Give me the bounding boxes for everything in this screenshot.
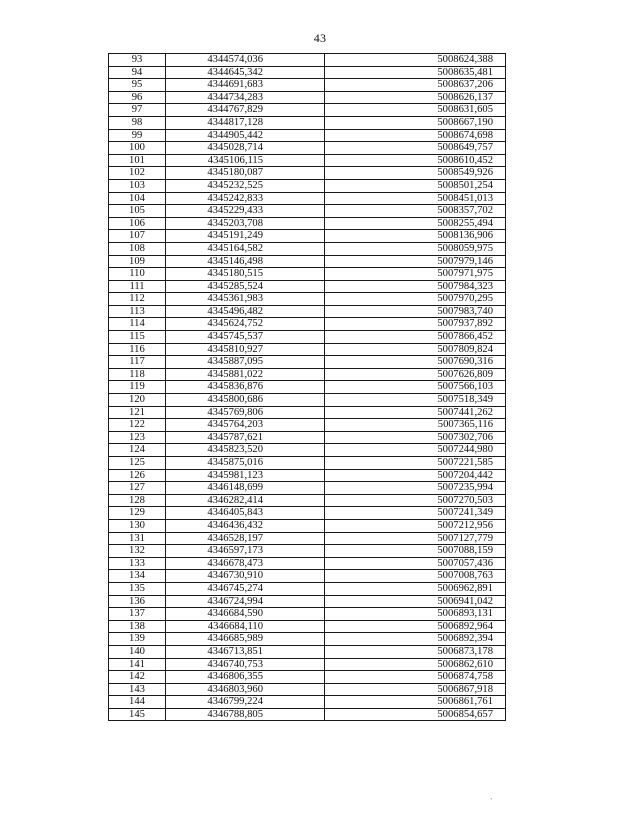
table-row xyxy=(109,570,506,583)
y-coordinate-cell: 5008059,975 xyxy=(325,242,506,255)
table-row xyxy=(109,406,506,419)
y-coordinate-cell: 5008667,190 xyxy=(325,116,506,129)
point-number-cell: 101 xyxy=(109,154,166,167)
table-row xyxy=(109,54,506,67)
point-number-cell: 131 xyxy=(109,532,166,545)
table-row xyxy=(109,545,506,558)
table-row xyxy=(109,242,506,255)
point-number-cell: 107 xyxy=(109,230,166,243)
x-coordinate-cell: 4346684,110 xyxy=(166,620,325,633)
x-coordinate-cell: 4345242,833 xyxy=(166,192,325,205)
y-coordinate-cell: 5007441,262 xyxy=(325,406,506,419)
table-row xyxy=(109,91,506,104)
x-coordinate-cell: 4346806,355 xyxy=(166,671,325,684)
y-coordinate-cell: 5006892,964 xyxy=(325,620,506,633)
y-coordinate-cell: 5008635,481 xyxy=(325,66,506,79)
x-coordinate-cell: 4345787,621 xyxy=(166,431,325,444)
table-row xyxy=(109,255,506,268)
point-number-cell: 113 xyxy=(109,305,166,318)
y-coordinate-cell: 5007937,892 xyxy=(325,318,506,331)
point-number-cell: 135 xyxy=(109,582,166,595)
table-row xyxy=(109,457,506,470)
table-row xyxy=(109,671,506,684)
x-coordinate-cell: 4345106,115 xyxy=(166,154,325,167)
x-coordinate-cell: 4346148,699 xyxy=(166,482,325,495)
y-coordinate-cell: 5008624,388 xyxy=(325,54,506,67)
coordinates-table xyxy=(108,53,506,721)
x-coordinate-cell: 4345180,087 xyxy=(166,167,325,180)
x-coordinate-cell: 4346685,989 xyxy=(166,633,325,646)
table-row xyxy=(109,268,506,281)
x-coordinate-cell: 4345164,582 xyxy=(166,242,325,255)
y-coordinate-cell: 5007127,779 xyxy=(325,532,506,545)
point-number-cell: 121 xyxy=(109,406,166,419)
y-coordinate-cell: 5008451,013 xyxy=(325,192,506,205)
table-row xyxy=(109,343,506,356)
table-row xyxy=(109,608,506,621)
point-number-cell: 127 xyxy=(109,482,166,495)
x-coordinate-cell: 4345232,525 xyxy=(166,179,325,192)
table-row xyxy=(109,205,506,218)
x-coordinate-cell: 4344734,283 xyxy=(166,91,325,104)
point-number-cell: 138 xyxy=(109,620,166,633)
y-coordinate-cell: 5006861,761 xyxy=(325,696,506,709)
x-coordinate-cell: 4344817,128 xyxy=(166,116,325,129)
y-coordinate-cell: 5007241,349 xyxy=(325,507,506,520)
point-number-cell: 99 xyxy=(109,129,166,142)
x-coordinate-cell: 4345764,203 xyxy=(166,419,325,432)
point-number-cell: 122 xyxy=(109,419,166,432)
table-row xyxy=(109,696,506,709)
table-row xyxy=(109,482,506,495)
y-coordinate-cell: 5007979,146 xyxy=(325,255,506,268)
point-number-cell: 96 xyxy=(109,91,166,104)
y-coordinate-cell: 5007088,159 xyxy=(325,545,506,558)
x-coordinate-cell: 4344691,683 xyxy=(166,79,325,92)
y-coordinate-cell: 5008626,137 xyxy=(325,91,506,104)
x-coordinate-cell: 4345496,482 xyxy=(166,305,325,318)
table-row xyxy=(109,394,506,407)
table-row xyxy=(109,620,506,633)
table-row xyxy=(109,368,506,381)
point-number-cell: 108 xyxy=(109,242,166,255)
point-number-cell: 109 xyxy=(109,255,166,268)
x-coordinate-cell: 4346799,224 xyxy=(166,696,325,709)
table-row xyxy=(109,179,506,192)
x-coordinate-cell: 4345881,022 xyxy=(166,368,325,381)
y-coordinate-cell: 5008649,757 xyxy=(325,142,506,155)
table-row xyxy=(109,532,506,545)
x-coordinate-cell: 4346730,910 xyxy=(166,570,325,583)
table-row xyxy=(109,582,506,595)
table-row xyxy=(109,230,506,243)
x-coordinate-cell: 4344574,036 xyxy=(166,54,325,67)
x-coordinate-cell: 4345285,524 xyxy=(166,280,325,293)
table-row xyxy=(109,381,506,394)
point-number-cell: 119 xyxy=(109,381,166,394)
x-coordinate-cell: 4346788,805 xyxy=(166,708,325,721)
point-number-cell: 103 xyxy=(109,179,166,192)
y-coordinate-cell: 5008255,494 xyxy=(325,217,506,230)
x-coordinate-cell: 4344905,442 xyxy=(166,129,325,142)
y-coordinate-cell: 5007566,103 xyxy=(325,381,506,394)
x-coordinate-cell: 4346678,473 xyxy=(166,557,325,570)
table-row xyxy=(109,595,506,608)
x-coordinate-cell: 4344645,342 xyxy=(166,66,325,79)
table-row xyxy=(109,645,506,658)
point-number-cell: 143 xyxy=(109,683,166,696)
y-coordinate-cell: 5008610,452 xyxy=(325,154,506,167)
point-number-cell: 125 xyxy=(109,457,166,470)
x-coordinate-cell: 4346684,590 xyxy=(166,608,325,621)
point-number-cell: 97 xyxy=(109,104,166,117)
x-coordinate-cell: 4346436,432 xyxy=(166,519,325,532)
scan-mark: ` xyxy=(490,797,493,806)
table-row xyxy=(109,557,506,570)
point-number-cell: 129 xyxy=(109,507,166,520)
table-row xyxy=(109,683,506,696)
y-coordinate-cell: 5007970,295 xyxy=(325,293,506,306)
x-coordinate-cell: 4345624,752 xyxy=(166,318,325,331)
y-coordinate-cell: 5007204,442 xyxy=(325,469,506,482)
x-coordinate-cell: 4345203,708 xyxy=(166,217,325,230)
table-row xyxy=(109,116,506,129)
x-coordinate-cell: 4345146,498 xyxy=(166,255,325,268)
x-coordinate-cell: 4346405,843 xyxy=(166,507,325,520)
y-coordinate-cell: 5006862,610 xyxy=(325,658,506,671)
y-coordinate-cell: 5007057,436 xyxy=(325,557,506,570)
y-coordinate-cell: 5007518,349 xyxy=(325,394,506,407)
point-number-cell: 95 xyxy=(109,79,166,92)
y-coordinate-cell: 5007235,994 xyxy=(325,482,506,495)
point-number-cell: 130 xyxy=(109,519,166,532)
y-coordinate-cell: 5006867,918 xyxy=(325,683,506,696)
y-coordinate-cell: 5007212,956 xyxy=(325,519,506,532)
coordinates-table-body xyxy=(109,54,506,721)
y-coordinate-cell: 5007302,706 xyxy=(325,431,506,444)
table-row xyxy=(109,104,506,117)
table-row xyxy=(109,419,506,432)
y-coordinate-cell: 5006854,657 xyxy=(325,708,506,721)
table-row xyxy=(109,519,506,532)
x-coordinate-cell: 4345745,537 xyxy=(166,331,325,344)
y-coordinate-cell: 5008637,206 xyxy=(325,79,506,92)
point-number-cell: 136 xyxy=(109,595,166,608)
point-number-cell: 110 xyxy=(109,268,166,281)
y-coordinate-cell: 5006962,891 xyxy=(325,582,506,595)
table-row xyxy=(109,633,506,646)
table-row xyxy=(109,79,506,92)
point-number-cell: 116 xyxy=(109,343,166,356)
x-coordinate-cell: 4345823,520 xyxy=(166,444,325,457)
y-coordinate-cell: 5007809,824 xyxy=(325,343,506,356)
point-number-cell: 128 xyxy=(109,494,166,507)
y-coordinate-cell: 5007983,740 xyxy=(325,305,506,318)
table-row xyxy=(109,318,506,331)
table-row xyxy=(109,293,506,306)
x-coordinate-cell: 4345180,515 xyxy=(166,268,325,281)
point-number-cell: 118 xyxy=(109,368,166,381)
point-number-cell: 94 xyxy=(109,66,166,79)
point-number-cell: 142 xyxy=(109,671,166,684)
point-number-cell: 132 xyxy=(109,545,166,558)
point-number-cell: 100 xyxy=(109,142,166,155)
table-row xyxy=(109,305,506,318)
point-number-cell: 102 xyxy=(109,167,166,180)
y-coordinate-cell: 5007008,763 xyxy=(325,570,506,583)
point-number-cell: 112 xyxy=(109,293,166,306)
x-coordinate-cell: 4346528,197 xyxy=(166,532,325,545)
y-coordinate-cell: 5008357,702 xyxy=(325,205,506,218)
x-coordinate-cell: 4345769,806 xyxy=(166,406,325,419)
x-coordinate-cell: 4345887,095 xyxy=(166,356,325,369)
point-number-cell: 126 xyxy=(109,469,166,482)
point-number-cell: 139 xyxy=(109,633,166,646)
point-number-cell: 106 xyxy=(109,217,166,230)
y-coordinate-cell: 5007244,980 xyxy=(325,444,506,457)
point-number-cell: 133 xyxy=(109,557,166,570)
point-number-cell: 124 xyxy=(109,444,166,457)
point-number-cell: 137 xyxy=(109,608,166,621)
point-number-cell: 98 xyxy=(109,116,166,129)
x-coordinate-cell: 4345191,249 xyxy=(166,230,325,243)
table-row xyxy=(109,167,506,180)
table-row xyxy=(109,192,506,205)
page-number: 43 xyxy=(313,31,327,45)
x-coordinate-cell: 4346803,960 xyxy=(166,683,325,696)
table-row xyxy=(109,469,506,482)
y-coordinate-cell: 5006893,131 xyxy=(325,608,506,621)
y-coordinate-cell: 5008631,605 xyxy=(325,104,506,117)
point-number-cell: 141 xyxy=(109,658,166,671)
table-row xyxy=(109,280,506,293)
table-row xyxy=(109,66,506,79)
y-coordinate-cell: 5007866,452 xyxy=(325,331,506,344)
table-row xyxy=(109,129,506,142)
point-number-cell: 104 xyxy=(109,192,166,205)
table-row xyxy=(109,217,506,230)
y-coordinate-cell: 5007984,323 xyxy=(325,280,506,293)
table-row xyxy=(109,331,506,344)
point-number-cell: 144 xyxy=(109,696,166,709)
x-coordinate-cell: 4345028,714 xyxy=(166,142,325,155)
point-number-cell: 111 xyxy=(109,280,166,293)
y-coordinate-cell: 5007270,503 xyxy=(325,494,506,507)
y-coordinate-cell: 5007221,585 xyxy=(325,457,506,470)
table-row xyxy=(109,708,506,721)
x-coordinate-cell: 4346282,414 xyxy=(166,494,325,507)
point-number-cell: 93 xyxy=(109,54,166,67)
table-row xyxy=(109,431,506,444)
x-coordinate-cell: 4345361,983 xyxy=(166,293,325,306)
table-row xyxy=(109,658,506,671)
point-number-cell: 115 xyxy=(109,331,166,344)
point-number-cell: 105 xyxy=(109,205,166,218)
table-row xyxy=(109,356,506,369)
x-coordinate-cell: 4345800,686 xyxy=(166,394,325,407)
x-coordinate-cell: 4346724,994 xyxy=(166,595,325,608)
y-coordinate-cell: 5006874,758 xyxy=(325,671,506,684)
y-coordinate-cell: 5007971,975 xyxy=(325,268,506,281)
y-coordinate-cell: 5008549,926 xyxy=(325,167,506,180)
y-coordinate-cell: 5006892,394 xyxy=(325,633,506,646)
y-coordinate-cell: 5007690,316 xyxy=(325,356,506,369)
table-row xyxy=(109,142,506,155)
x-coordinate-cell: 4345229,433 xyxy=(166,205,325,218)
table-row xyxy=(109,494,506,507)
y-coordinate-cell: 5008674,698 xyxy=(325,129,506,142)
y-coordinate-cell: 5008136,906 xyxy=(325,230,506,243)
x-coordinate-cell: 4346740,753 xyxy=(166,658,325,671)
y-coordinate-cell: 5008501,254 xyxy=(325,179,506,192)
x-coordinate-cell: 4345810,927 xyxy=(166,343,325,356)
point-number-cell: 145 xyxy=(109,708,166,721)
y-coordinate-cell: 5006873,178 xyxy=(325,645,506,658)
x-coordinate-cell: 4345981,123 xyxy=(166,469,325,482)
x-coordinate-cell: 4346745,274 xyxy=(166,582,325,595)
x-coordinate-cell: 4344767,829 xyxy=(166,104,325,117)
point-number-cell: 123 xyxy=(109,431,166,444)
point-number-cell: 117 xyxy=(109,356,166,369)
y-coordinate-cell: 5007365,116 xyxy=(325,419,506,432)
point-number-cell: 134 xyxy=(109,570,166,583)
table-row xyxy=(109,507,506,520)
table-row xyxy=(109,444,506,457)
x-coordinate-cell: 4345875,016 xyxy=(166,457,325,470)
x-coordinate-cell: 4345836,876 xyxy=(166,381,325,394)
table-row xyxy=(109,154,506,167)
x-coordinate-cell: 4346713,851 xyxy=(166,645,325,658)
point-number-cell: 120 xyxy=(109,394,166,407)
point-number-cell: 114 xyxy=(109,318,166,331)
y-coordinate-cell: 5007626,809 xyxy=(325,368,506,381)
x-coordinate-cell: 4346597,173 xyxy=(166,545,325,558)
point-number-cell: 140 xyxy=(109,645,166,658)
y-coordinate-cell: 5006941,042 xyxy=(325,595,506,608)
